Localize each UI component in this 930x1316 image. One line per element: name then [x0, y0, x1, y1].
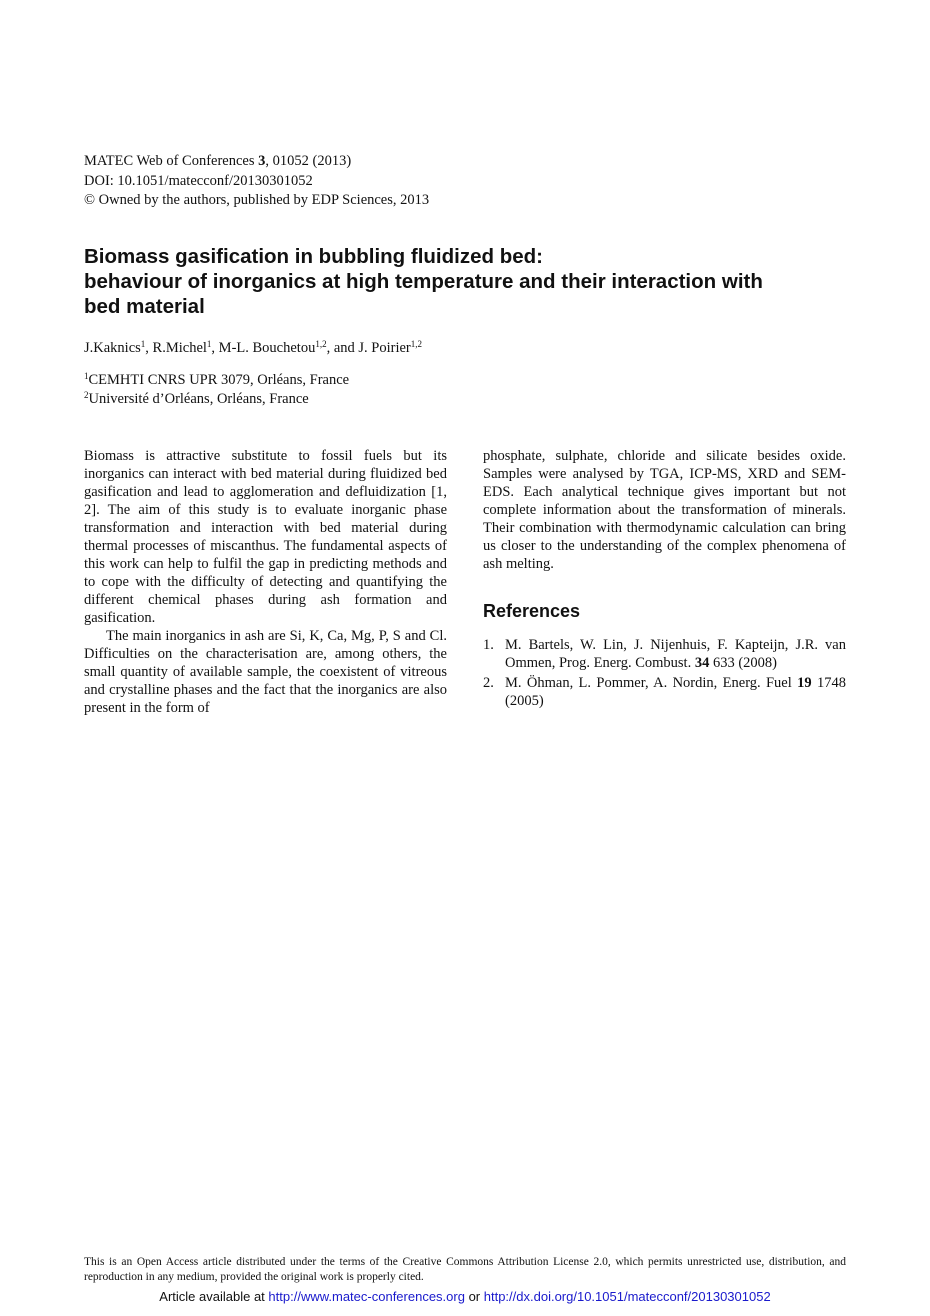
body-paragraph-2: The main inorganics in ash are Si, K, Ca, Mg, P, S and Cl. Difficulties on the characterisation are, among others, the small quantity of available sample, the coexistent of vitreous and crystalline phases and the fact that the inorganics are also present in the form of: [84, 628, 447, 716]
copyright-line: © Owned by the authors, published by EDP Sciences, 2013: [84, 192, 430, 208]
author: M-L. Bouchetou$^{1,2}$, and: [218, 339, 359, 356]
affiliation-1: $^1$CEMHTI CNRS UPR 3079, Orléans, France: [84, 371, 350, 388]
availability-line: Article available at http://www.matec-conferences.org or http://dx.doi.org/10.1051/matecconf/20130301052: [159, 1289, 771, 1304]
reference-item: 2. M. Öhman, L. Pommer, A. Nordin, Energ. Fuel 19 1748 (2005): [483, 675, 846, 709]
author: J.Kaknics$^1$,: [84, 339, 153, 356]
matec-link[interactable]: http://www.matec-conferences.org: [268, 1289, 465, 1304]
license-notice: This is an Open Access article distributed under the terms of the Creative Commons Attribution License 2.0, which permits unrestricted use, distribution, and reproduction in any medium, provided the original work is properly cited.: [84, 1256, 846, 1283]
title-line-1: Biomass gasification in bubbling fluidized bed:: [84, 245, 543, 268]
affiliations: [84, 371, 349, 409]
author-list: [84, 340, 422, 357]
journal-citation: MATEC Web of Conferences 3, 01052 (2013): [84, 153, 352, 169]
doi-link[interactable]: http://dx.doi.org/10.1051/matecconf/20130301052: [483, 1289, 771, 1304]
doi-line: DOI: 10.1051/matecconf/20130301052: [84, 172, 313, 189]
body-column-left: [84, 447, 447, 717]
body-paragraph-3: phosphate, sulphate, chloride and silicate besides oxide. Samples were analysed by TGA, ICP-MS, XRD and SEM-EDS. Each analytical technique gives important but not complete information about the transformation of minerals. Their combination with thermodynamic calculation can bring us closer to the understanding of the complex phenomena of ash melting.: [483, 448, 846, 572]
affiliation-2: $^2$Université d’Orléans, Orléans, France: [84, 390, 309, 407]
author: J. Poirier$^{1,2}$: [358, 339, 422, 356]
paper-title: [84, 244, 844, 319]
title-line-2: behaviour of inorganics at high temperature and their interaction with: [84, 270, 763, 293]
reference-list: [483, 636, 846, 710]
author: R.Michel$^1$,: [152, 339, 219, 356]
title-line-3: bed material: [84, 295, 205, 318]
journal-header: [84, 152, 429, 211]
reference-item: 1. M. Bartels, W. Lin, J. Nijenhuis, F. Kapteijn, J.R. van Ommen, Prog. Energ. Combust. 34 633 (2008): [483, 637, 846, 671]
references-heading: References: [483, 601, 581, 621]
body-column-right: [483, 447, 846, 712]
body-paragraph-1: Biomass is attractive substitute to fossil fuels but its inorganics can interact with bed material during fluidized bed gasification and lead to agglomeration and defluidization [1, 2]. The aim of this study is to evaluate inorganic phase transformation and interaction with bed material during thermal processes of miscanthus. The fundamental aspects of this work can help to fulfil the gap in predicting methods and to cope with the difficulty of detecting and quantifying the different chemical phases during ash formation and gasification.: [84, 448, 447, 626]
